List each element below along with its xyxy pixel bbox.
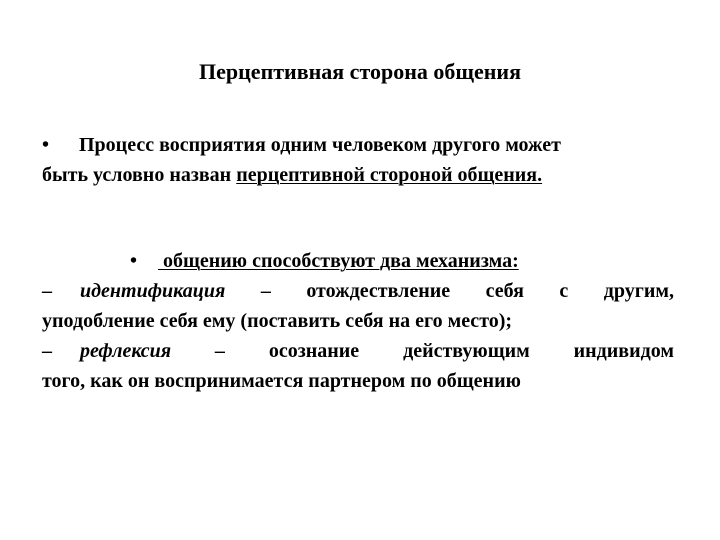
dash: – <box>42 340 52 362</box>
mechanism-reflection-line-1 <box>42 336 674 366</box>
bullet-icon: • <box>130 250 138 272</box>
identification-definition: – отождествление себя с другим, <box>225 280 674 302</box>
paragraph-perception <box>42 130 674 190</box>
mechanism-identification-line-1 <box>42 276 674 306</box>
reflection-definition: – осознание действующим индивидом <box>171 340 674 362</box>
mechanisms-heading-line <box>42 246 674 276</box>
dash: – <box>42 280 52 302</box>
perceptive-side-term: перцептивной стороной общения. <box>236 164 543 186</box>
slide-title: Перцептивная сторона общения <box>199 59 521 84</box>
paragraph-perception-line-1 <box>42 130 674 160</box>
paragraph-perception-line-2 <box>42 160 674 190</box>
bullet-icon: • <box>42 134 50 156</box>
mechanisms-heading: общению способствуют два механизма: <box>158 250 519 272</box>
identification-term: идентификация <box>80 280 226 302</box>
mechanism-reflection-line-2: того, как он воспринимается партнером по общению <box>42 370 521 392</box>
perception-text-line-1: Процесс восприятия одним человеком другого может <box>79 134 561 156</box>
paragraph-mechanisms <box>42 246 674 396</box>
mechanism-identification-line-2: уподобление себя ему (поставить себя на его место); <box>42 310 513 332</box>
reflection-term: рефлексия <box>80 340 172 362</box>
perception-text-line-2: быть условно назван <box>42 164 237 186</box>
